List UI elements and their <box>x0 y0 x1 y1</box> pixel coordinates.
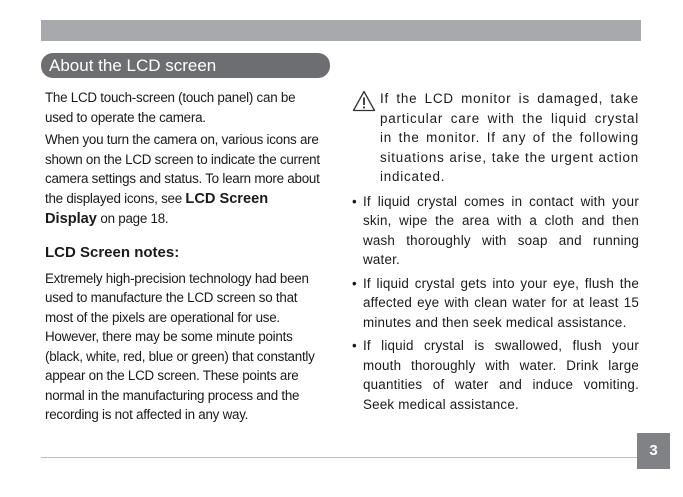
list-item: • If liquid crystal is swallowed, flush your mouth thoroughly with water. Drink large quantities of water and induce vomiting. Seek medical assistance. <box>352 336 639 414</box>
notes-heading: LCD Screen notes: <box>45 243 180 261</box>
notes-body <box>45 269 323 425</box>
list-item: • If liquid crystal comes in contact with your skin, wipe the area with a cloth and then wash thoroughly with soap and running water. <box>352 192 639 270</box>
lcd-screen-display-reference: LCD Screen Display <box>45 190 269 227</box>
warning-triangle-icon <box>352 90 376 112</box>
header-bar <box>41 20 641 41</box>
icons-paragraph <box>45 130 323 230</box>
footer-divider <box>41 457 637 458</box>
list-item: • If liquid crystal gets into your eye, flush the affected eye with clean water for at least 15 minutes and then seek medical assistance. <box>352 274 639 333</box>
page-number-badge: 3 <box>637 433 670 469</box>
intro-paragraph: The LCD touch-screen (touch panel) can be used to operate the camera. <box>45 90 296 125</box>
warning-text: If the LCD monitor is damaged, take particular care with the liquid crystal in the monitor. If any of the following situations arise, take the urgent action indicated. <box>380 91 639 184</box>
notes-paragraph: Extremely high-precision technology had been used to manufacture the LCD screen so that most of the pixels are operational for use. However, there may be some minute points (black, white, red, blue or green) that constantly appear on the LCD screen. These points are normal in the manufacturing process and the recording is not affected in any way. <box>45 270 315 422</box>
right-column <box>352 89 639 418</box>
icons-paragraph-text: When you turn the camera on, various icons are shown on the LCD screen to indicate the current camera settings and status. To learn more about the displayed icons, see <box>45 132 320 206</box>
warning-block <box>352 89 639 187</box>
section-title: About the LCD screen <box>41 53 330 78</box>
page-reference: on page 18. <box>96 211 169 226</box>
left-column <box>45 88 323 425</box>
precaution-list <box>352 192 639 415</box>
